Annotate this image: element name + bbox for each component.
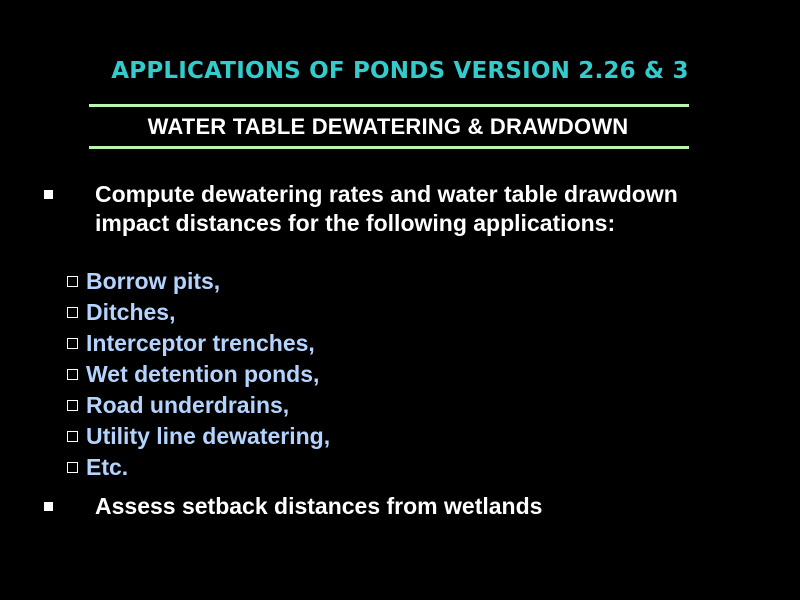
hollow-square-icon xyxy=(67,338,78,349)
hollow-square-icon xyxy=(67,462,78,473)
list-item-label: Ditches, xyxy=(86,299,176,325)
list-item xyxy=(67,421,330,452)
square-bullet-icon xyxy=(44,502,53,511)
hollow-square-icon xyxy=(67,431,78,442)
applications-list xyxy=(67,266,330,483)
bullet-assess-setback: Assess setback distances from wetlands xyxy=(95,493,543,519)
hollow-square-icon xyxy=(67,400,78,411)
list-item-label: Borrow pits, xyxy=(86,268,221,294)
list-item-label: Interceptor trenches, xyxy=(86,330,315,356)
top-divider xyxy=(89,104,689,107)
hollow-square-icon xyxy=(67,369,78,380)
list-item-label: Wet detention ponds, xyxy=(86,361,320,387)
list-item xyxy=(67,452,330,483)
list-item-label: Etc. xyxy=(86,454,129,480)
hollow-square-icon xyxy=(67,276,78,287)
bullet-compute-dewatering: Compute dewatering rates and water table drawdown impact distances for the following applications: xyxy=(95,181,678,236)
list-item-label: Road underdrains, xyxy=(86,392,290,418)
list-item xyxy=(67,266,330,297)
square-bullet-icon xyxy=(44,190,53,199)
list-item xyxy=(67,390,330,421)
bottom-divider xyxy=(89,146,689,149)
slide-title: APPLICATIONS OF PONDS VERSION 2.26 & 3 xyxy=(111,58,689,84)
hollow-square-icon xyxy=(67,307,78,318)
list-item xyxy=(67,297,330,328)
list-item xyxy=(67,359,330,390)
list-item-label: Utility line dewatering, xyxy=(86,423,331,449)
slide-subtitle: WATER TABLE DEWATERING & DRAWDOWN xyxy=(147,114,629,139)
list-item xyxy=(67,328,330,359)
